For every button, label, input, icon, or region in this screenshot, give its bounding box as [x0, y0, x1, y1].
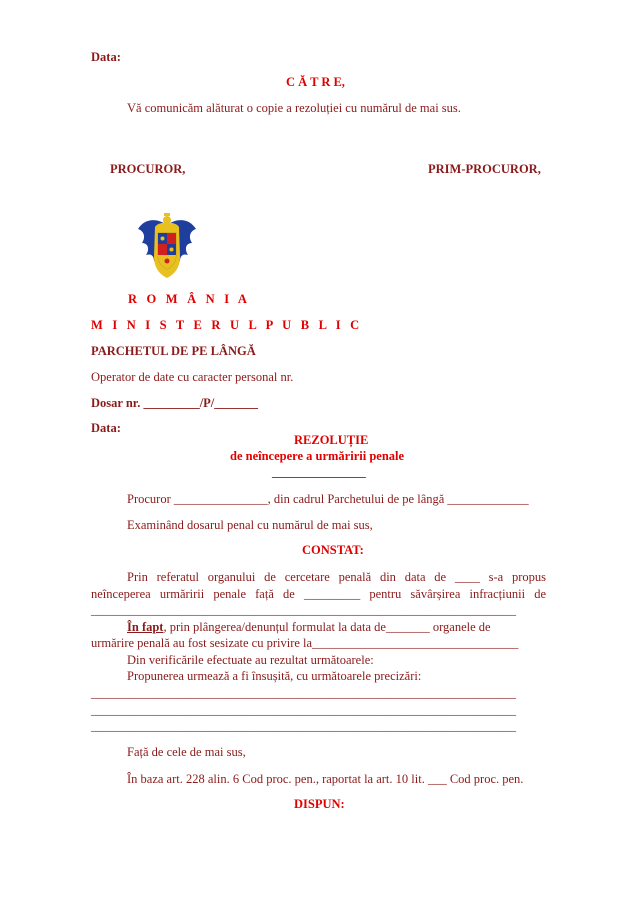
in-baza-line: În baza art. 228 alin. 6 Cod proc. pen., raportat la art. 10 lit. ___ Cod proc. pen. [127, 772, 524, 786]
referat-line-1: Prin referatul organului de cercetare penală din data de ____ s-a propus [127, 570, 546, 584]
examinand-line: Examinând dosarul penal cu numărul de mai sus, [127, 518, 373, 532]
title-rule: _______________ [272, 465, 366, 479]
referat-line-3: ____________________________________________________________________ [91, 603, 516, 617]
romania-coat-of-arms-icon [136, 211, 198, 281]
data-label: Data: [91, 421, 121, 435]
prim-procuror-signature: PRIM-PROCUROR, [428, 162, 541, 176]
blank-line-3: ____________________________________________________________________ [91, 719, 516, 733]
catre-heading: C Ă T R E, [286, 75, 345, 89]
doc-title: REZOLUȚIE [294, 433, 369, 447]
country-name: R O M Â N I A [128, 292, 251, 306]
referat-line-2: neînceperea urmăririi penale față de _________ pentru săvârșirea infracțiunii de [91, 587, 546, 601]
comunicam-text: Vă comunicăm alăturat o copie a rezoluției cu numărul de mai sus. [127, 101, 461, 115]
infapt-line [127, 620, 546, 635]
infapt-bold: În fapt [127, 620, 164, 634]
blank-line-2: ____________________________________________________________________ [91, 703, 516, 717]
data-label-top: Data: [91, 50, 121, 64]
blank-line-1: ____________________________________________________________________ [91, 686, 516, 700]
constat-heading: CONSTAT: [302, 543, 364, 557]
verificari-line: Din verificările efectuate au rezultat următoarele: [127, 653, 374, 667]
urmarire-line: urmărire penală au fost sesizate cu privire la_________________________________ [91, 636, 519, 650]
propunerea-line: Propunerea urmează a fi însușită, cu următoarele precizări: [127, 669, 422, 683]
doc-subtitle: de neîncepere a urmăririi penale [230, 449, 405, 463]
procuror-line: Procuror _______________, din cadrul Parchetului de pe lângă _____________ [127, 492, 529, 506]
dispun-heading: DISPUN: [294, 797, 345, 811]
procuror-signature: PROCUROR, [110, 162, 186, 176]
dosar-number: Dosar nr. _________/P/_______ [91, 396, 259, 410]
infapt-text: , prin plângerea/denunțul formulat la data de_______ organele de [163, 620, 491, 634]
ministry-name: M I N I S T E R U L P U B L I C [91, 318, 363, 332]
operator-line: Operator de date cu caracter personal nr. [91, 370, 294, 384]
fata-line: Față de cele de mai sus, [127, 745, 246, 759]
parchet-name: PARCHETUL DE PE LÂNGĂ [91, 344, 256, 358]
